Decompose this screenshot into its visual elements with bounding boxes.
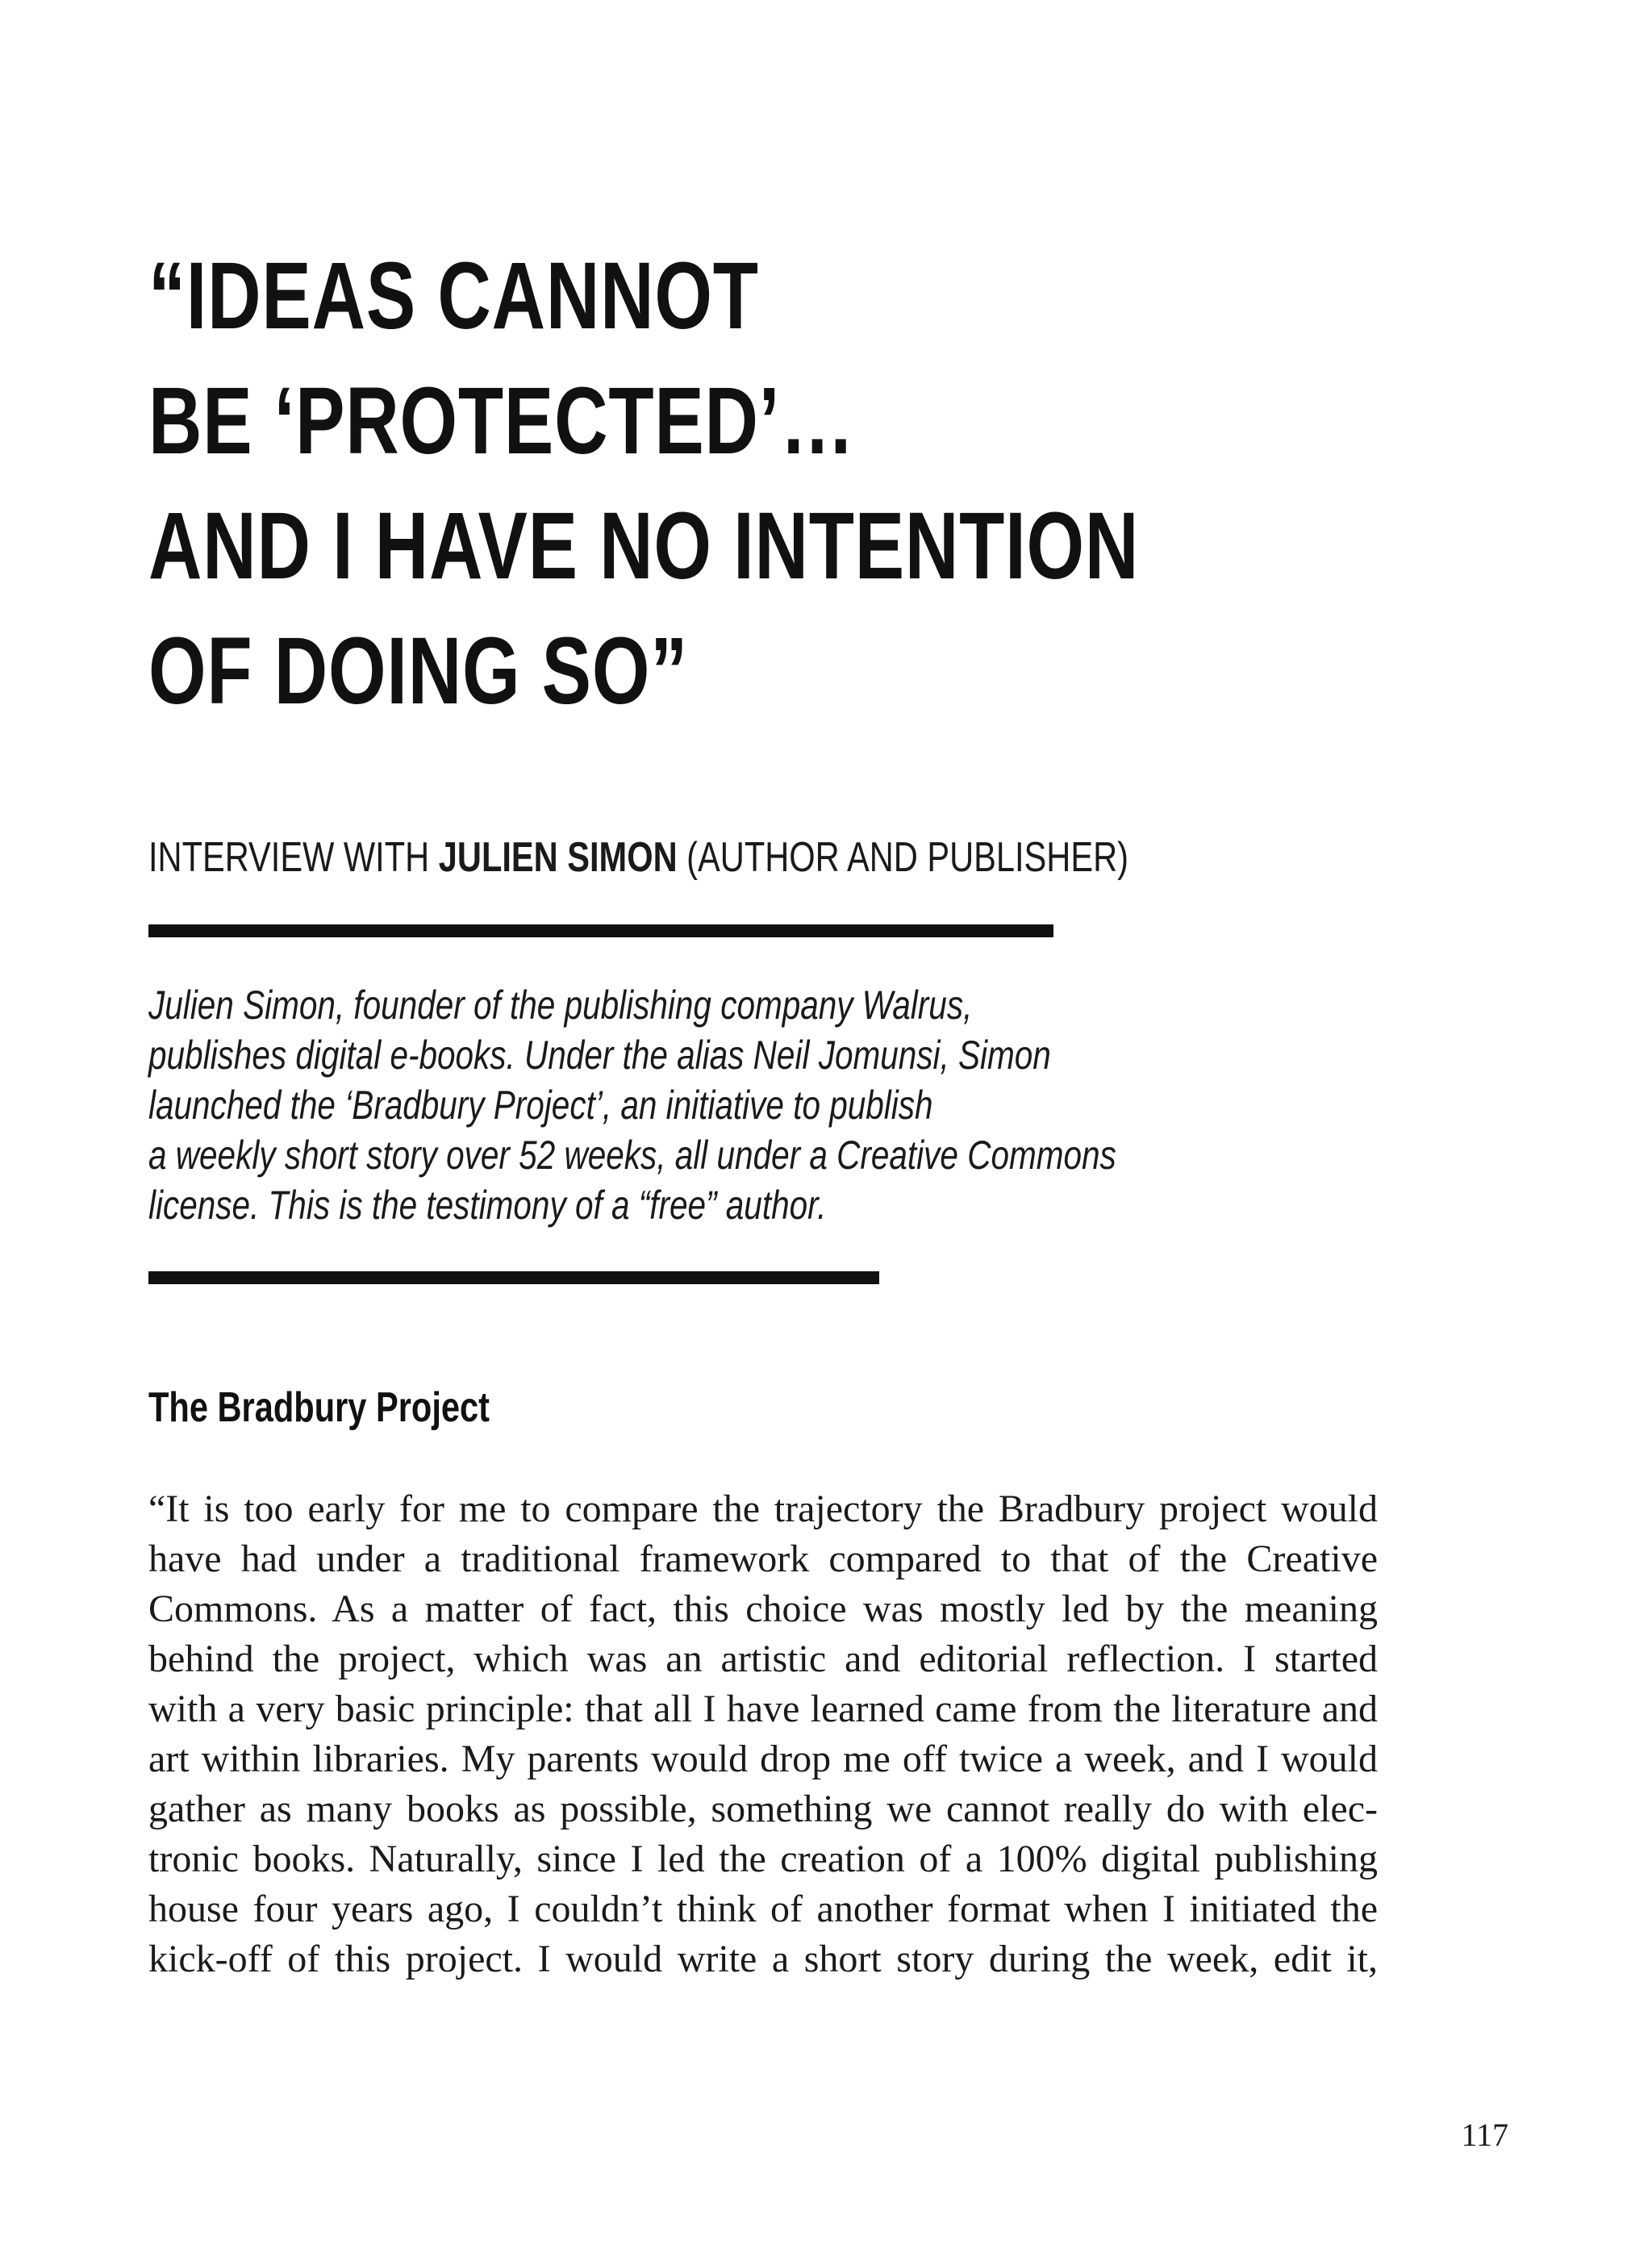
subtitle-suffix: (AUTHOR AND PUBLISHER) (677, 834, 1128, 881)
body-paragraph (148, 1484, 1378, 1984)
page-title (148, 234, 1140, 734)
section-heading: The Bradbury Project (148, 1384, 490, 1431)
title-line: “IDEAS CANNOT (148, 243, 759, 349)
body-line: “It is too early for me to compare the trajectory the Bradbury project would (148, 1487, 1378, 1530)
divider-rule-top (148, 924, 1053, 937)
interviewee-name: JULIEN SIMON (438, 834, 678, 881)
body-line: gather as many books as possible, something we cannot really do with elec- (148, 1788, 1378, 1830)
intro-line: license. This is the testimony of a “free” author. (148, 1183, 827, 1228)
body-line: kick-off of this project. I would write a short story during the week, edit it, (148, 1938, 1378, 1980)
intro-line: Julien Simon, founder of the publishing company Walrus, (148, 983, 973, 1028)
body-line: Commons. As a matter of fact, this choice was mostly led by the meaning (148, 1588, 1378, 1630)
body-line: house four years ago, I couldn’t think of another format when I initiated the (148, 1888, 1378, 1930)
title-line: AND I HAVE NO INTENTION (148, 493, 1140, 599)
body-line: with a very basic principle: that all I have learned came from the literature and (148, 1688, 1378, 1730)
title-line: BE ‘PROTECTED’… (148, 368, 855, 474)
divider-rule-bottom (148, 1271, 879, 1284)
intro-line: publishes digital e-books. Under the alias Neil Jomunsi, Simon (148, 1033, 1051, 1078)
intro-paragraph (148, 980, 1325, 1230)
title-line: OF DOING SO” (148, 618, 689, 724)
intro-line: launched the ‘Bradbury Project’, an initiative to publish (148, 1083, 933, 1128)
interview-subtitle (148, 829, 1128, 886)
body-line: behind the project, which was an artistic and editorial reflection. I started (148, 1638, 1378, 1680)
page-number: 117 (1461, 2117, 1508, 2153)
subtitle-prefix: INTERVIEW WITH (148, 834, 439, 881)
body-line: have had under a traditional framework compared to that of the Creative (148, 1537, 1378, 1580)
intro-line: a weekly short story over 52 weeks, all under a Creative Commons (148, 1133, 1116, 1178)
body-line: art within libraries. My parents would drop me off twice a week, and I would (148, 1738, 1378, 1780)
body-line: tronic books. Naturally, since I led the creation of a 100% digital publishing (148, 1838, 1378, 1880)
